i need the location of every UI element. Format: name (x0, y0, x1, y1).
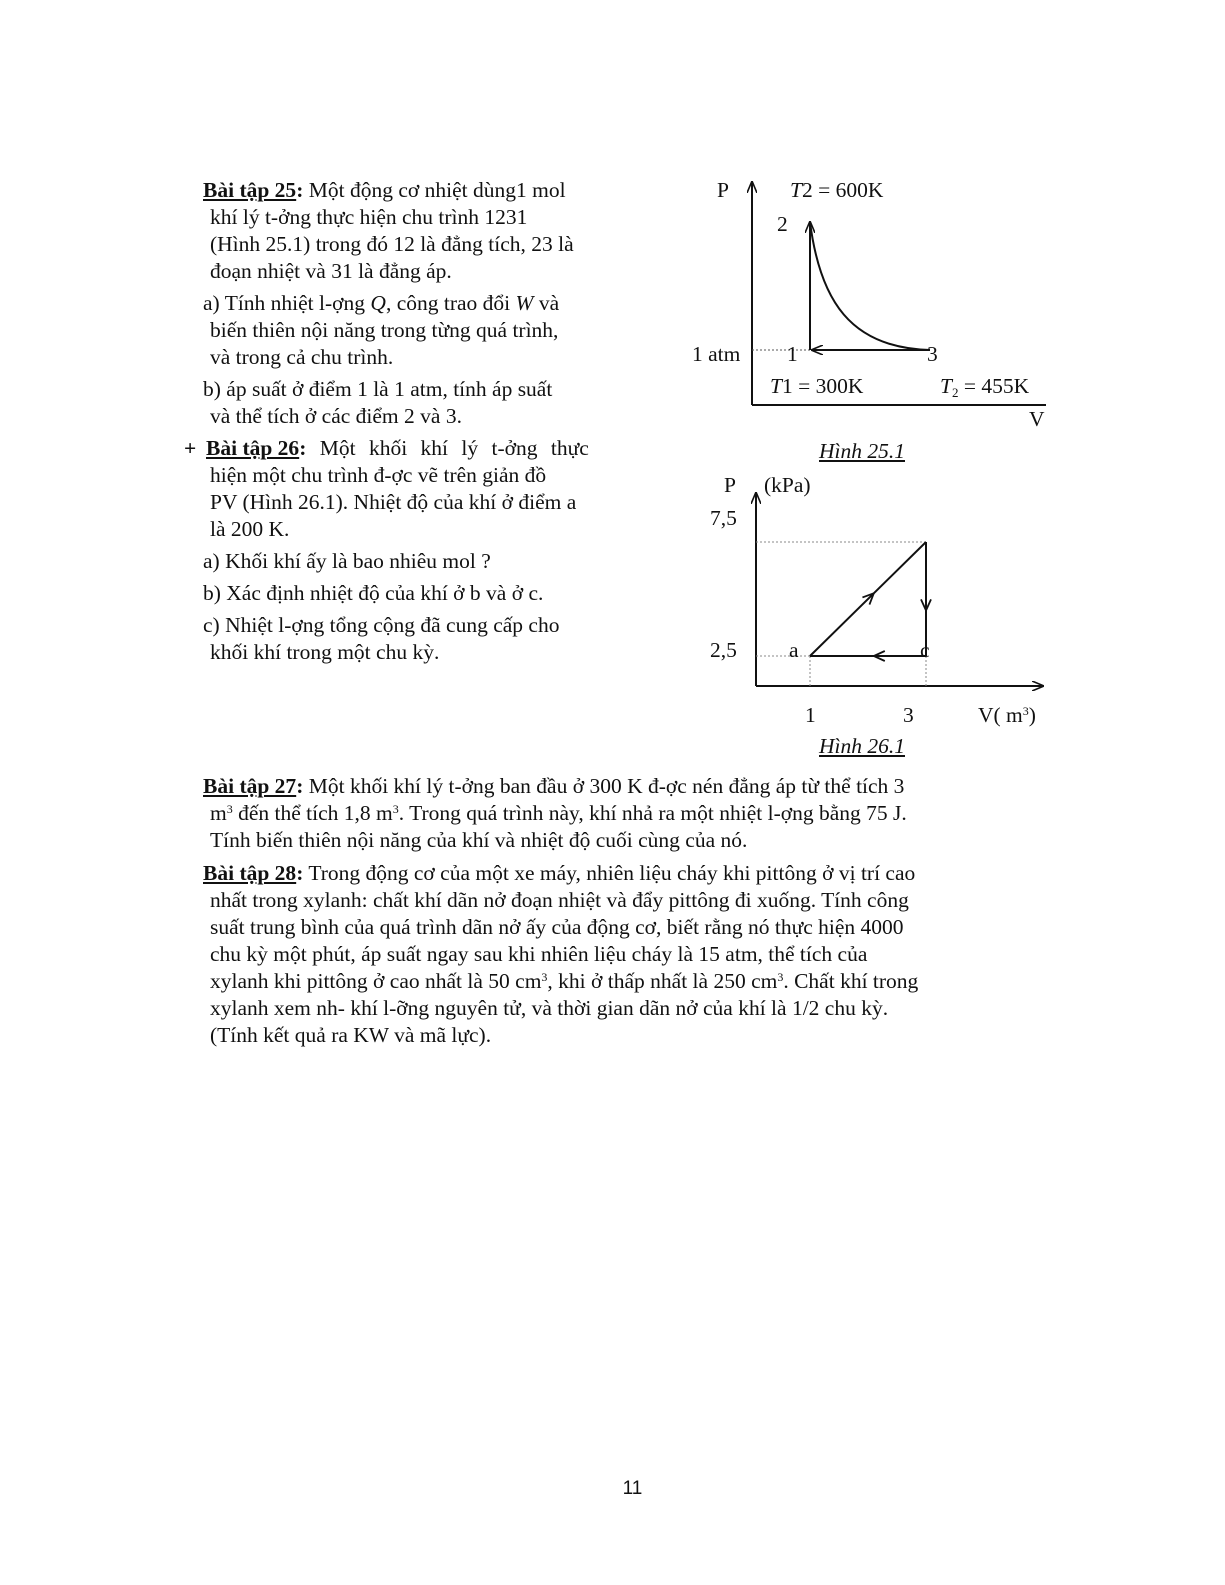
fig26-cycle (810, 542, 931, 661)
fig26-p-label: P (724, 473, 736, 497)
exercise-27-heading: Bài tập 27 (203, 774, 297, 798)
fig25-p-label: P (717, 178, 729, 202)
exercise-28-heading: Bài tập 28 (203, 861, 297, 885)
exercise-26-marker: + (184, 436, 197, 460)
exercise-25-heading: Bài tập 25 (203, 178, 297, 202)
page-number: 11 (622, 1478, 643, 1499)
fig25-t2-label: T2 = 600K (790, 178, 884, 202)
fig25-caption: Hình 25.1 (819, 439, 905, 463)
exercise-27: Bài tập 27: Một khối khí lý t-ởng ban đầu ở 300 K đ-ợc nén đẳng áp từ thể tích 3 $m^3$ đến thể tích 1,8 $m^3$. Trong quá trình này, khí nhả ra một nhiệt l-ợng bằng 75 J. Tính biến thiên nội năng của khí và nhiệt độ cuối cùng của nó. (203, 774, 907, 852)
fig26-p-unit: (kPa) (764, 473, 811, 497)
fig26-point-c: c (920, 638, 930, 662)
fig25-v-label: V (1029, 407, 1045, 431)
exercise-26: Bài tập 26: Một khối khí lý t-ởng thực hiện một chu trình đ-ợc vẽ trên giản đồ PV (Hình 26.1). Nhiệt độ của khí ở điểm a là 200 K. a) Khối khí ấy là bao nhiêu mol ? b) Xác định nhiệt độ của khí ở b và ở c. c) Nhiệt l-ợng tổng cộng đã cung cấp cho khối khí trong một chu kỳ. (203, 436, 589, 664)
fig26-tick-v1: 1 (805, 703, 816, 727)
fig26-caption: Hình 26.1 (819, 734, 905, 758)
exercise-26-heading: Bài tập 26 (206, 436, 300, 460)
fig25-atm-label: 1 atm (692, 342, 741, 366)
fig25-t1-label: T1 = 300K (770, 374, 864, 398)
fig26-segment-ab (810, 542, 926, 656)
fig25-point-3: 3 (927, 342, 938, 366)
fig26-tick-v3: 3 (903, 703, 914, 727)
exercise-25: Bài tập 25: Một động cơ nhiệt dùng1 mol khí lý t-ởng thực hiện chu trình 1231 (Hình 25.1) trong đó 12 là đẳng tích, 23 là đoạn nhiệt và 31 là đẳng áp. a) Tính nhiệt l-ợng Q, công trao đổi W và biến thiên nội năng trong từng quá trình, và trong cả chu trình. b) áp suất ở điểm 1 là 1 atm, tính áp suất và thể tích ở các điểm 2 và 3. (203, 178, 574, 428)
fig25-point-1: 1 (787, 342, 798, 366)
fig26-tick-7-5: 7,5 (710, 506, 737, 530)
fig26-v-label: V( $m^3$) (978, 703, 1036, 727)
fig26-tick-2-5: 2,5 (710, 638, 737, 662)
fig25-t3-label: $T_2 = 455K$ (940, 374, 1030, 400)
fig25-point-2: 2 (777, 212, 788, 236)
fig25-adiabat-23 (810, 222, 930, 350)
fig26-point-a: a (789, 638, 799, 662)
exercise-28: Bài tập 28: Trong động cơ của một xe máy, nhiên liệu cháy khi pittông ở vị trí cao nhất trong xylanh: chất khí dãn nở đoạn nhiệt và đẩy pittông đi xuống. Tính công suất trung bình của quá trình dãn nở ấy của động cơ, biết rằng nó thực hiện 4000 chu kỳ một phút, áp suất ngay sau khi nhiên liệu cháy là 15 atm, thể tích của xylanh khi pittông ở cao nhất là 50 $cm^3$, khi ở thấp nhất là 250 $cm^3$. Chất khí trong xylanh xem nh- khí l-ỡng nguyên tử, và thời gian dãn nở của khí là 1/2 chu kỳ. (Tính kết quả ra KW và mã lực). (203, 861, 919, 1047)
